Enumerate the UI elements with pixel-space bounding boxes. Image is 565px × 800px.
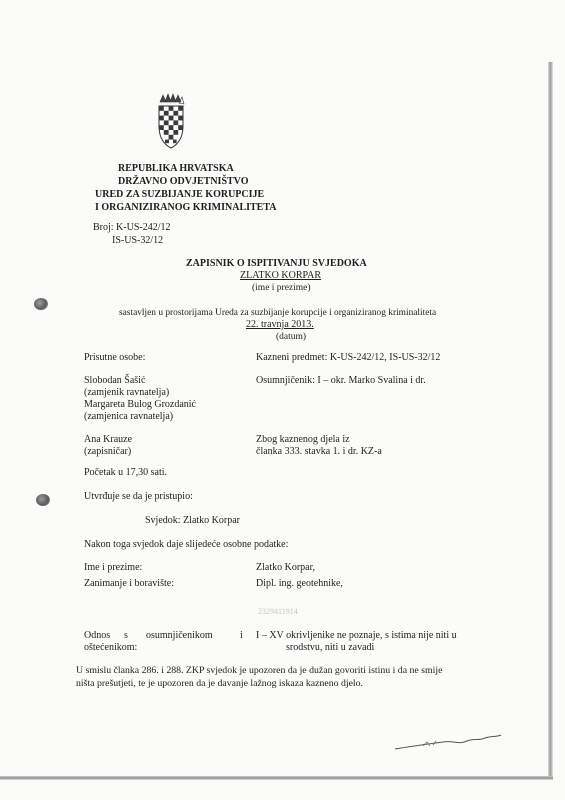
redacted-code: 2329411914	[258, 607, 298, 616]
name-hint: (ime i prezime)	[252, 283, 311, 293]
document-date: 22. travnja 2013.	[246, 319, 314, 330]
person-1-role: (zamjenik ravnatelja)	[84, 387, 170, 398]
offence-line-2: članka 333. stavka 1. i dr. KZ-a	[256, 446, 382, 457]
person-2-name: Margareta Bulog Grozdanić	[84, 399, 196, 410]
relation-label-word-1: Odnos	[84, 630, 111, 641]
page-edge-right	[548, 62, 553, 777]
reference-number: Broj: K-US-242/12	[93, 222, 171, 233]
warning-line-2: ništa prešutjeti, te je upozoren da je davanje lažnog iskaza kazneno djelo.	[76, 678, 363, 689]
start-time: Početak u 17,30 sati.	[84, 467, 168, 478]
relation-label-word-3: osumnjičenikom	[146, 630, 213, 641]
header-line-3: URED ZA SUZBIJANJE KORUPCIJE	[95, 189, 265, 200]
suspect-line: Osumnjičenik: I – okr. Marko Svalina i dr.	[256, 375, 426, 386]
relation-label-word-5: oštećenikom:	[84, 642, 138, 653]
person-3-role: (zapisničar)	[84, 446, 132, 457]
person-2-role: (zamjenica ravnatelja)	[84, 411, 174, 422]
document-title: ZAPISNIK O ISPITIVANJU SVJEDOKA	[186, 258, 367, 269]
croatian-coat-of-arms-icon	[157, 92, 185, 152]
name-value: Zlatko Korpar,	[256, 562, 316, 573]
occupation-label: Zanimanje i boravište:	[84, 578, 174, 589]
reference-number-2: IS-US-32/12	[112, 235, 164, 246]
name-label: Ime i prezime:	[84, 562, 143, 573]
header-line-4: I ORGANIZIRANOG KRIMINALITETA	[95, 202, 277, 213]
date-hint: (datum)	[276, 332, 307, 342]
page-edge-bottom	[0, 776, 553, 780]
person-3-name: Ana Krauze	[84, 434, 133, 445]
signature-scribble	[393, 732, 503, 752]
witness-name-title: ZLATKO KORPAR	[240, 270, 322, 281]
header-line-1: REPUBLIKA HRVATSKA	[118, 163, 234, 174]
case-number: Kazneni predmet: K-US-242/12, IS-US-32/12	[256, 352, 441, 363]
punch-hole-bottom	[36, 494, 50, 506]
personal-data-intro: Nakon toga svjedok daje slijedeće osobne podatke:	[84, 539, 289, 550]
attendance-line: Utvrđuje se da je pristupio:	[84, 491, 193, 502]
relation-label-word-4: i	[240, 630, 243, 641]
relation-value-1: I – XV okrivljenike ne poznaje, s istima nije niti u	[256, 630, 457, 641]
person-1-name: Slobodan Šašić	[84, 375, 146, 386]
relation-value-2: srodstvu, niti u zavadi	[286, 642, 375, 653]
present-persons-label: Prisutne osobe:	[84, 352, 146, 363]
place-line: sastavljen u prostorijama Ureda za suzbijanje korupcije i organiziranog kriminaliteta	[119, 308, 437, 318]
punch-hole-top	[34, 298, 48, 310]
header-line-2: DRŽAVNO ODVJETNIŠTVO	[118, 176, 249, 187]
warning-line-1: U smislu članka 286. i 288. ZKP svjedok je upozoren da je dužan govoriti istinu i da ne smije	[76, 665, 443, 676]
relation-label-word-2: s	[124, 630, 128, 641]
offence-line-1: Zbog kaznenog djela iz	[256, 434, 350, 445]
witness-line: Svjedok: Zlatko Korpar	[145, 515, 240, 526]
occupation-value: Dipl. ing. geotehnike,	[256, 578, 343, 589]
